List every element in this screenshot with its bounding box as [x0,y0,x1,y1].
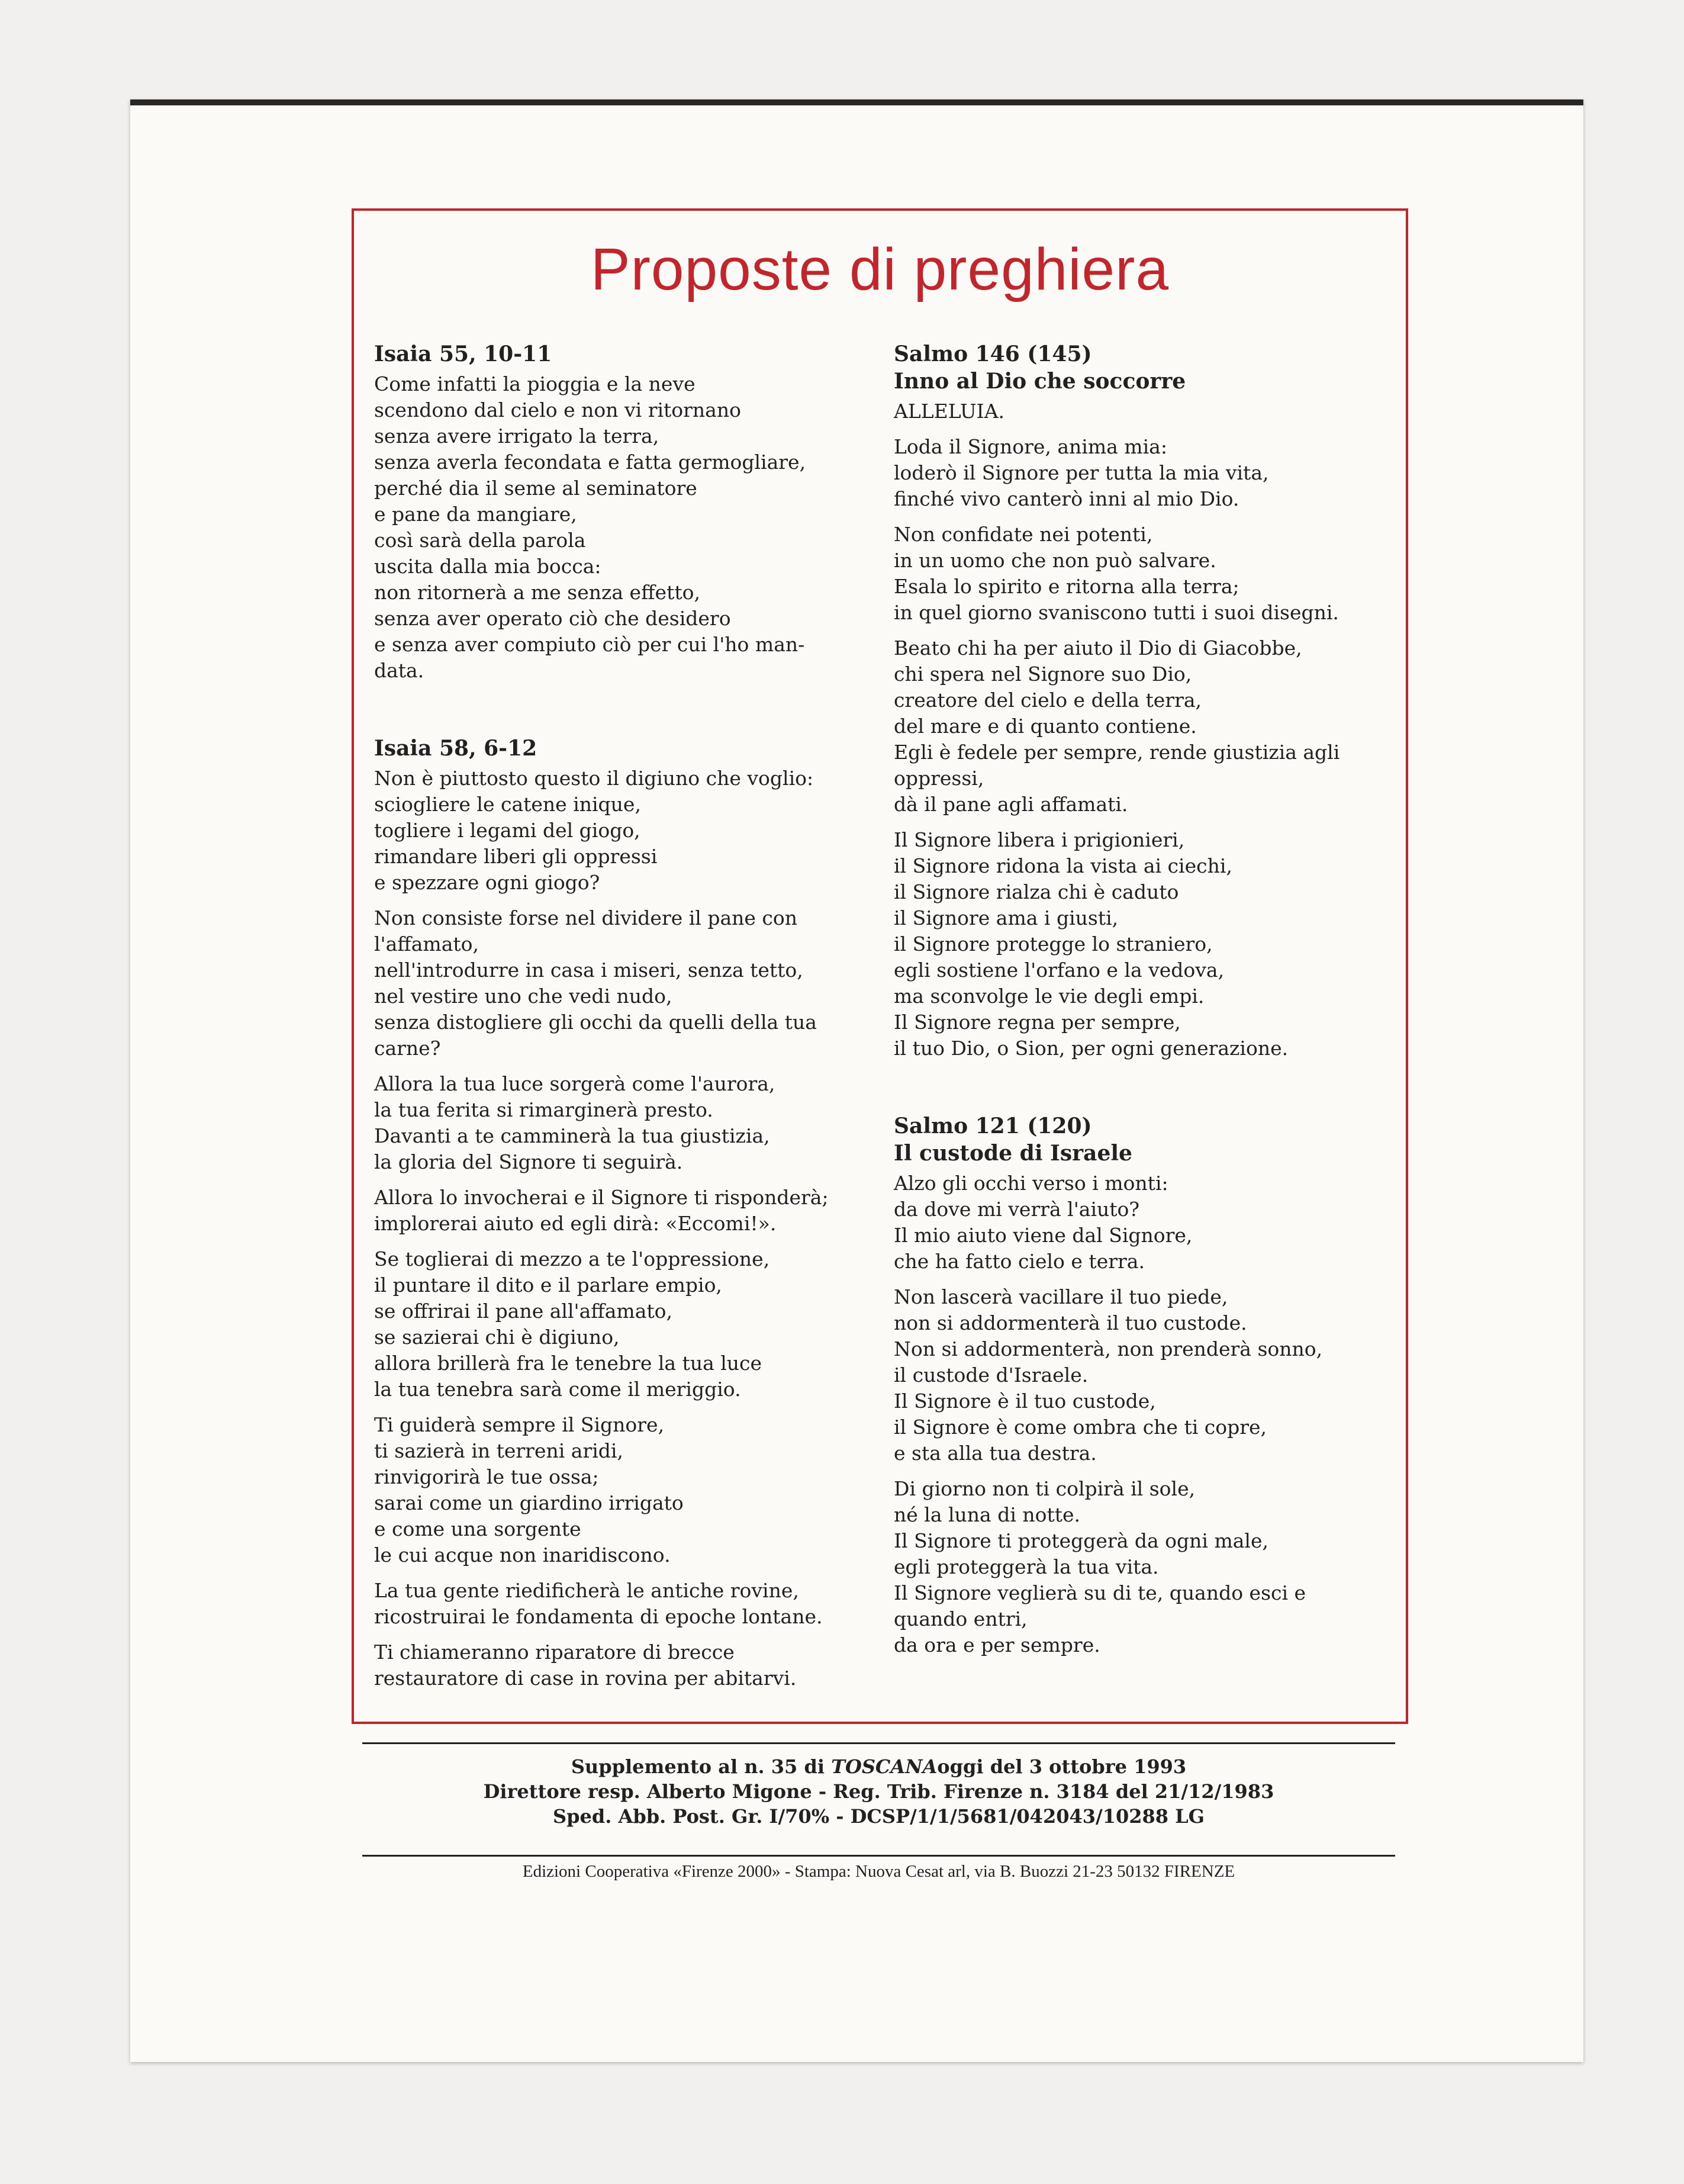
footer-bottom-rule [362,1855,1395,1857]
isaia55-text [374,371,883,684]
verse-line: il Signore protegge lo straniero, [894,932,1213,956]
salmo121-heading: Salmo 121 (120) [894,1114,1092,1138]
verse-line: nell'introdurre in casa i miseri, senza tetto, [374,958,803,982]
verse-line: il tuo Dio, o Sion, per ogni generazione. [894,1037,1289,1060]
verse-line: perché dia il seme al seminatore [374,477,697,500]
verse-line: Ti guiderà sempre il Signore, [374,1413,665,1436]
verse-line: data. [374,659,424,682]
verse-line: e spezzare ogni giogo? [374,871,600,894]
verse-line: nel vestire uno che vedi nudo, [374,985,672,1008]
supplement-prefix: Supplemento al n. 35 di [571,1755,832,1778]
verse-line: senza distogliere gli occhi da quelli della tua [374,1011,817,1034]
verse-line: non ritornerà a me senza effetto, [374,581,700,604]
isaia58-stanza-2 [374,905,883,1062]
verse-line: Come infatti la pioggia e la neve [374,372,696,395]
verse-line: ricostruirai le fondamenta di epoche lontane. [374,1605,823,1628]
isaia55-heading: Isaia 55, 10-11 [374,342,552,366]
salmo121-stanza-1 [894,1170,1397,1275]
verse-line: del mare e di quanto contiene. [894,715,1197,738]
verse-line: scendono dal cielo e non vi ritornano [374,398,741,422]
supplement-line-2: Direttore resp. Alberto Migone - Reg. Trib. Firenze n. 3184 del 21/12/1983 [483,1780,1274,1803]
verse-line: da ora e per sempre. [894,1633,1100,1657]
verse-line: allora brillerà fra le tenebre la tua luce [374,1352,762,1375]
verse-line: Non lascerà vacillare il tuo piede, [894,1285,1228,1308]
verse-line: le cui acque non inaridiscono. [374,1543,671,1567]
verse-line: Allora la tua luce sorgerà come l'aurora, [374,1072,775,1095]
verse-line: né la luna di notte. [894,1503,1081,1526]
publisher-line: Edizioni Cooperativa «Firenze 2000» - Stampa: Nuova Cesat arl, via B. Buozzi 21-23 50132 FIRENZE [522,1862,1235,1881]
verse-line: e senza aver compiuto ciò per cui l'ho man- [374,633,805,656]
supplement-info [362,1754,1395,1829]
salmo146-stanza-2 [894,434,1397,512]
supplement-line-1 [362,1754,1395,1779]
verse-line: implorerai aiuto ed egli dirà: «Eccomi!». [374,1212,777,1235]
salmo146-stanza-1 [894,398,1397,424]
verse-line: il Signore è come ombra che ti copre, [894,1416,1267,1439]
verse-line: che ha fatto cielo e terra. [894,1250,1145,1273]
verse-line: senza averla fecondata e fatta germogliare, [374,451,806,474]
verse-line: egli proteggerà la tua vita. [894,1555,1159,1578]
verse-line: se sazierai chi è digiuno, [374,1326,620,1349]
verse-line: il puntare il dito e il parlare empio, [374,1273,722,1297]
verse-line: Non è piuttosto questo il digiuno che voglio: [374,767,814,790]
verse-line: Il mio aiuto viene dal Signore, [894,1224,1193,1247]
verse-line: senza aver operato ciò che desidero [374,607,731,630]
salmo121-stanza-2 [894,1284,1397,1466]
verse-line: restauratore di case in rovina per abitarvi. [374,1667,797,1690]
verse-line: quando entri, [894,1607,1028,1630]
verse-line: sarai come un giardino irrigato [374,1491,684,1514]
verse-line: chi spera nel Signore suo Dio, [894,662,1192,686]
verse-line: La tua gente riedificherà le antiche rovine, [374,1579,799,1602]
verse-line: Il Signore veglierà su di te, quando esci e [894,1581,1306,1604]
salmo146-stanza-3 [894,522,1397,626]
verse-line: togliere i legami del giogo, [374,819,640,842]
verse-line: ALLELUIA. [894,400,1005,423]
supplement-line-3: Sped. Abb. Post. Gr. I/70% - DCSP/1/1/5681/042043/10288 LG [553,1805,1205,1828]
verse-line: Loda il Signore, anima mia: [894,435,1167,458]
verse-line: sciogliere le catene inique, [374,793,641,816]
verse-line: Davanti a te camminerà la tua giustizia, [374,1124,770,1147]
verse-line: egli sostiene l'orfano e la vedova, [894,958,1225,982]
verse-line: ti sazierà in terreni aridi, [374,1439,623,1462]
salmo146-heading: Salmo 146 (145) [894,342,1092,366]
verse-line: e pane da mangiare, [374,503,577,526]
page-title: Proposte di preghiera [590,236,1170,303]
isaia58-stanza-8 [374,1639,883,1691]
verse-line: non si addormenterà il tuo custode. [894,1311,1247,1334]
verse-line: Se toglierai di mezzo a te l'oppressione, [374,1247,770,1270]
salmo146-stanza-5 [894,827,1397,1062]
verse-line: in un uomo che non può salvare. [894,549,1216,572]
verse-line: rinvigorirà le tue ossa; [374,1465,599,1488]
verse-line: Non confidate nei potenti, [894,523,1153,546]
verse-line: ma sconvolge le vie degli empi. [894,985,1205,1008]
verse-line: finché vivo canterò inni al mio Dio. [894,487,1239,510]
verse-line: carne? [374,1037,441,1060]
verse-line: la gloria del Signore ti seguirà. [374,1150,683,1173]
verse-line: Non si addormenterà, non prenderà sonno, [894,1337,1323,1360]
verse-line: così sarà della parola [374,529,586,552]
supplement-date: oggi del 3 ottobre 1993 [937,1755,1187,1778]
verse-line: Alzo gli occhi verso i monti: [894,1172,1168,1195]
verse-line: il custode d'Israele. [894,1363,1089,1387]
verse-line: Beato chi ha per aiuto il Dio di Giacobbe, [894,636,1302,660]
verse-line: rimandare liberi gli oppressi [374,845,658,868]
verse-line: Di giorno non ti colpirà il sole, [894,1477,1196,1500]
verse-line: il Signore ridona la vista ai ciechi, [894,854,1232,877]
verse-line: Non consiste forse nel dividere il pane con [374,906,798,929]
isaia58-stanza-5 [374,1246,883,1403]
salmo146-stanza-4 [894,635,1397,818]
verse-line: in quel giorno svaniscono tutti i suoi disegni. [894,601,1339,624]
isaia58-heading: Isaia 58, 6-12 [374,736,537,761]
verse-line: senza avere irrigato la terra, [374,424,659,448]
verse-line: oppressi, [894,767,984,790]
verse-line: e sta alla tua destra. [894,1442,1097,1465]
verse-line: il Signore rialza chi è caduto [894,880,1179,903]
verse-line: Ti chiameranno riparatore di brecce [374,1641,735,1664]
verse-line: la tua ferita si rimarginerà presto. [374,1098,713,1121]
isaia58-stanza-6 [374,1412,883,1568]
salmo121-stanza-3 [894,1476,1397,1658]
isaia58-stanza-3 [374,1071,883,1175]
verse-line: creatore del cielo e della terra, [894,689,1202,712]
verse-line: l'affamato, [374,932,479,956]
verse-line: Il Signore è il tuo custode, [894,1389,1156,1413]
publication-name: TOSCANA [831,1755,938,1778]
verse-line: loderò il Signore per tutta la mia vita, [894,461,1269,484]
verse-line: il Signore ama i giusti, [894,906,1119,929]
isaia58-stanza-7 [374,1578,883,1630]
salmo121-subtitle: Il custode di Israele [894,1141,1132,1166]
verse-line: uscita dalla mia bocca: [374,555,601,578]
salmo146-subtitle: Inno al Dio che soccorre [894,369,1186,394]
verse-line: Esala lo spirito e ritorna alla terra; [894,575,1239,598]
verse-line: Egli è fedele per sempre, rende giustizia agli [894,741,1340,764]
left-column [374,340,883,1701]
verse-line: Il Signore ti proteggerà da ogni male, [894,1529,1268,1552]
verse-line: Il Signore regna per sempre, [894,1011,1181,1034]
verse-line: e come una sorgente [374,1517,581,1540]
verse-line: dà il pane agli affamati. [894,793,1128,816]
verse-line: la tua tenebra sarà come il meriggio. [374,1378,741,1401]
right-column [894,340,1397,1668]
isaia58-stanza-4 [374,1185,883,1237]
verse-line: Il Signore libera i prigionieri, [894,828,1185,851]
verse-line: Allora lo invocherai e il Signore ti risponderà; [374,1186,829,1209]
verse-line: se offrirai il pane all'affamato, [374,1300,672,1323]
verse-line: da dove mi verrà l'aiuto? [894,1198,1140,1221]
isaia58-stanza-1 [374,765,883,896]
footer-top-rule [362,1742,1395,1744]
